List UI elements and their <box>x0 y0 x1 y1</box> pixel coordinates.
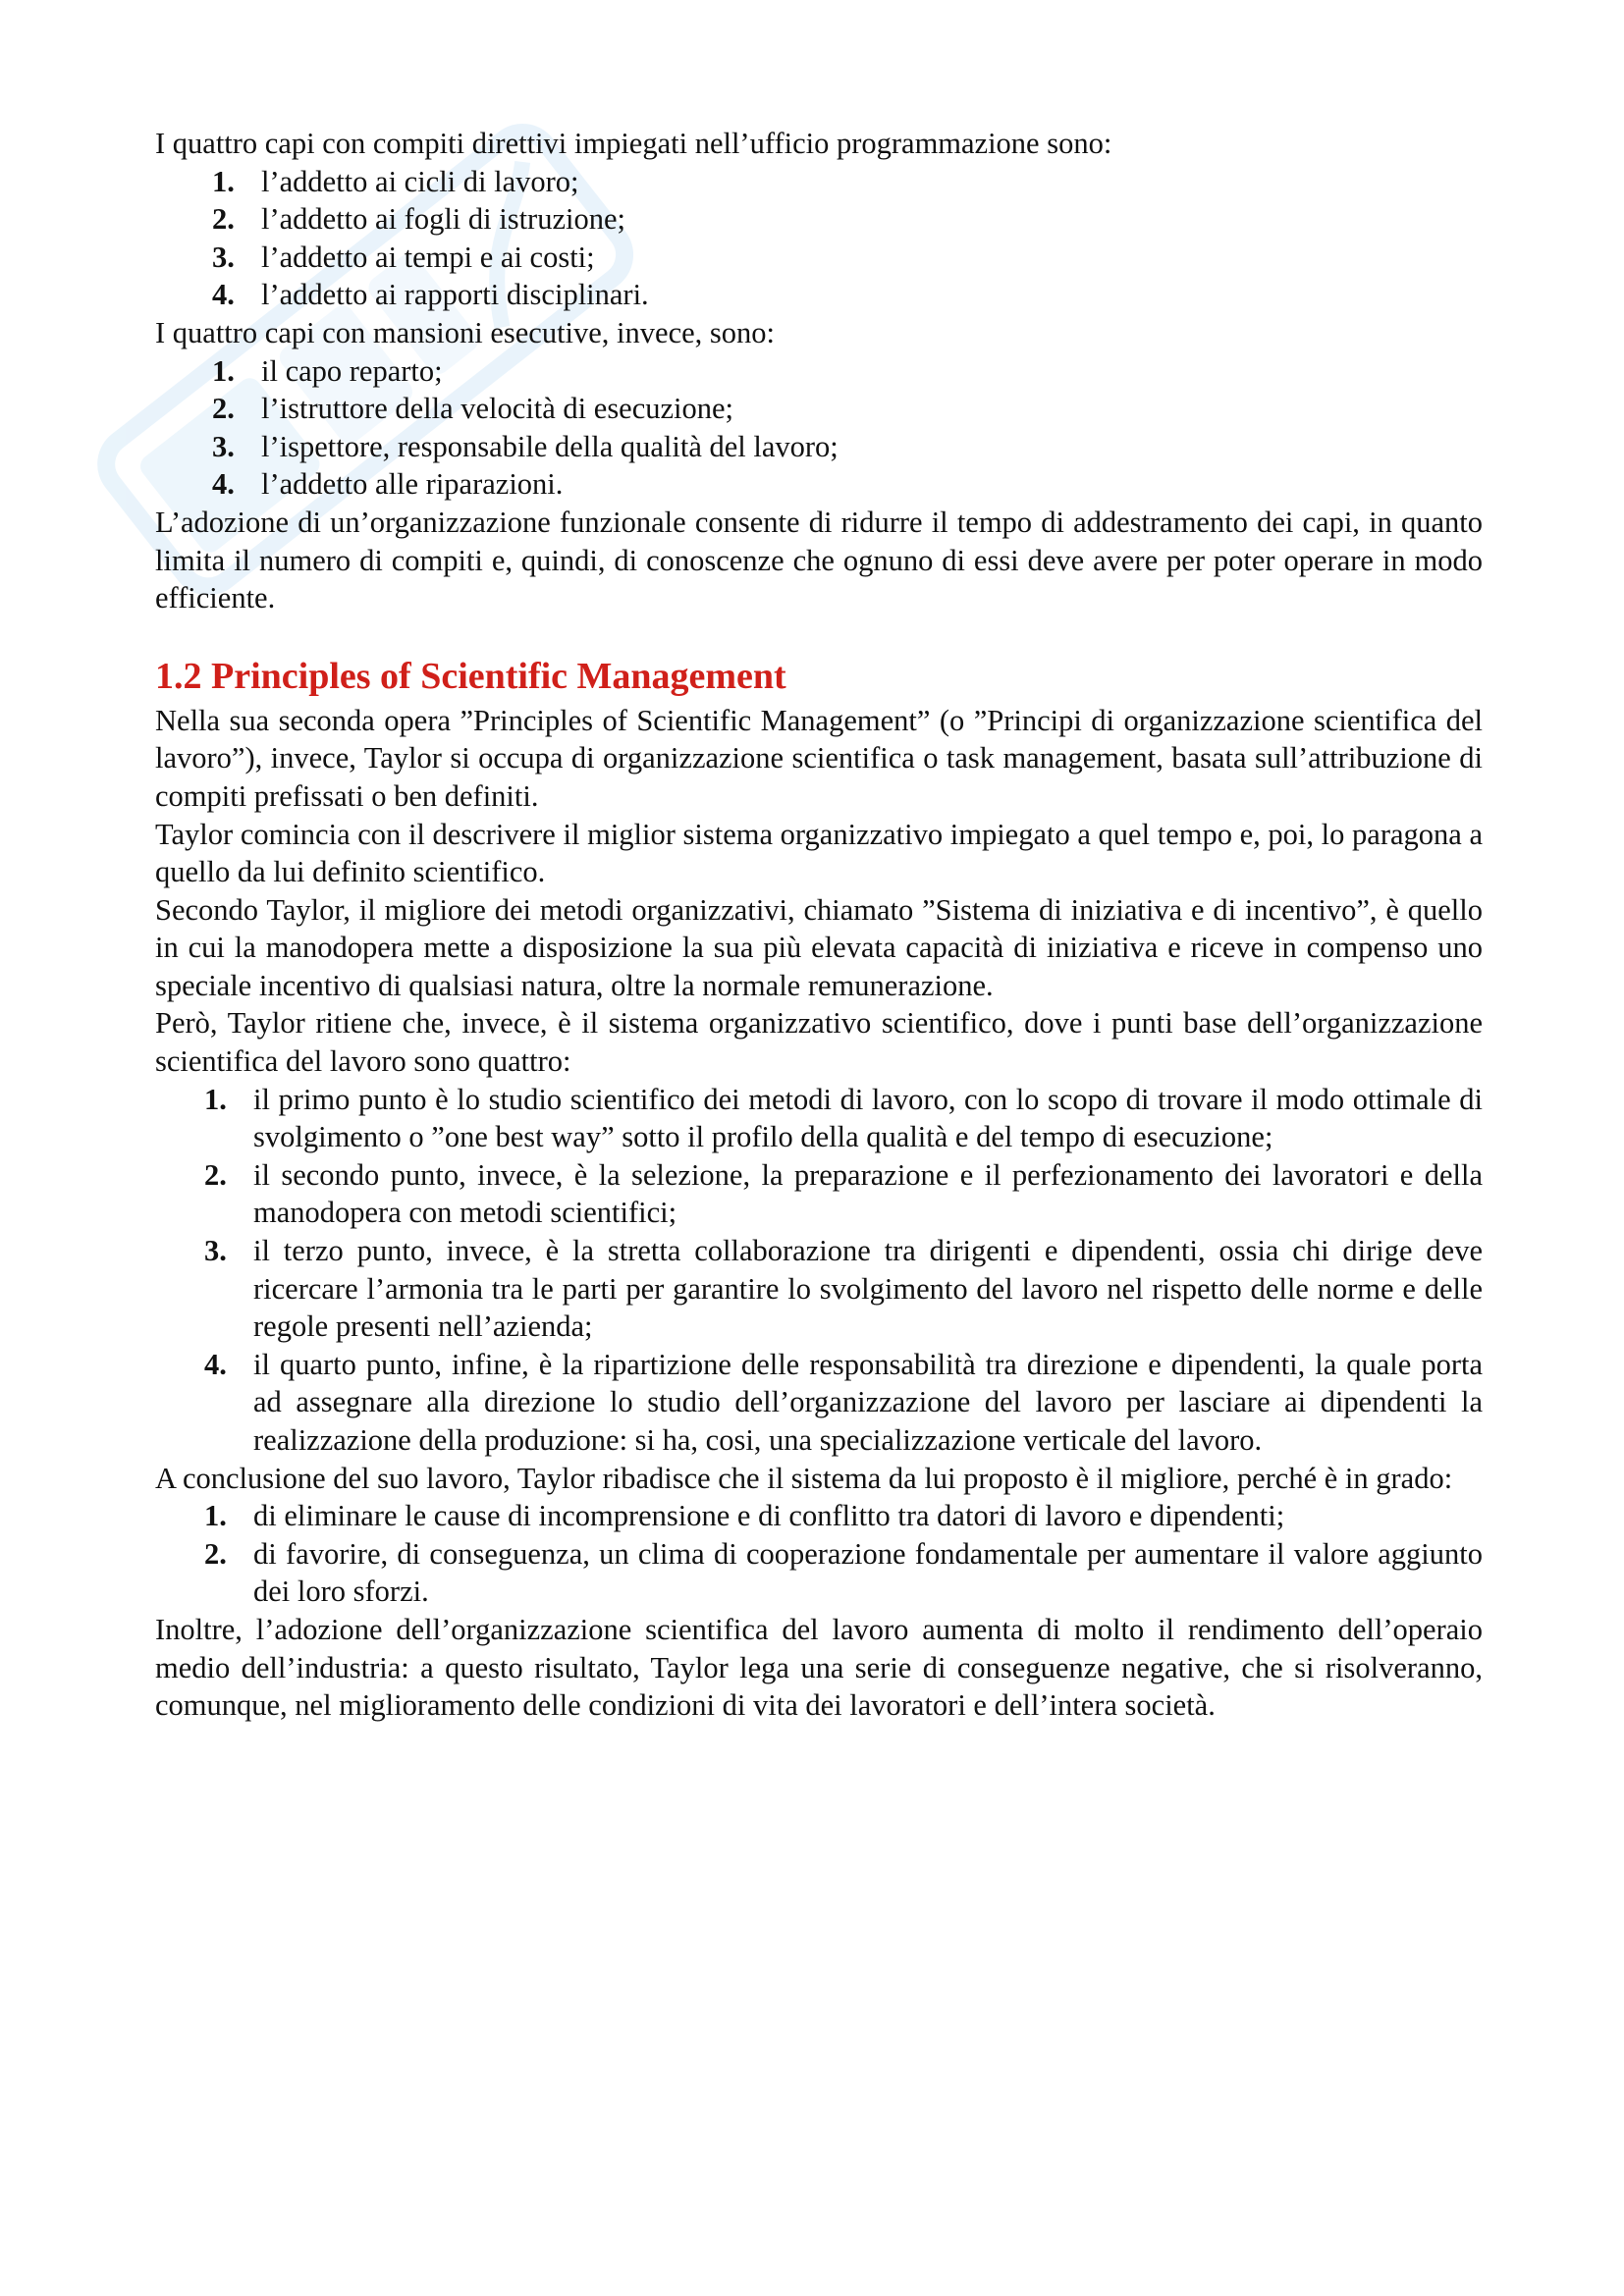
paragraph-principles: Nella sua seconda opera ”Principles of Scientific Management” (o ”Principi di organizzazione scientifica del lavoro”), invece, Taylor si occupa di organizzazione scientifica o task management, basata sull’attribuzione di compiti prefissati o ben definiti. <box>155 703 1483 813</box>
list-esecutive <box>155 352 1483 504</box>
list-item: 2. l’addetto ai fogli di istruzione; <box>212 202 625 237</box>
list-item: 3. il terzo punto, invece, è la stretta collaborazione tra dirigenti e dipendenti, ossia chi dirige deve ricercare l’armonia tra le parti per garantire lo svolgimento del lavoro nel rispetto delle norme e delle regole presenti nell’azienda; <box>204 1234 1483 1344</box>
list-direttivi <box>155 163 1483 314</box>
list-item: 4. l’addetto alle riparazioni. <box>212 467 564 502</box>
section-heading: 1.2 Principles of Scientific Management <box>155 655 786 697</box>
list-item: 2. il secondo punto, invece, è la selezione, la preparazione e il perfezionamento dei lavoratori e della manodopera con metodi scientifici; <box>204 1157 1483 1230</box>
list-item: 1. di eliminare le cause di incomprensione e di conflitto tra datori di lavoro e dipendenti; <box>204 1499 1285 1533</box>
list-item: 3. l’addetto ai tempi e ai costi; <box>212 240 595 274</box>
intro-direttivi: I quattro capi con compiti direttivi impiegati nell’ufficio programmazione sono: <box>155 127 1112 160</box>
list-item: 1. il primo punto è lo studio scientifico dei metodi di lavoro, con lo scopo di trovare il modo ottimale di svolgimento o ”one best way” sotto il profilo della qualità e del tempo di esecuzione; <box>204 1082 1483 1154</box>
list-item: 4. il quarto punto, infine, è la ripartizione delle responsabilità tra direzione e dipendenti, la quale porta ad assegnare alla direzione lo studio dell’organizzazione del lavoro per lasciare ai dipendenti la realizzazione della produzione: si ha, cosi, una specializzazione verticale del lavoro. <box>204 1347 1483 1457</box>
paragraph-funzionale: L’adozione di un’organizzazione funzionale consente di ridurre il tempo di addestramento dei capi, in quanto limita il numero di compiti e, quindi, di conoscenze che ognuno di essi deve avere per poter operare in modo efficiente. <box>155 505 1483 615</box>
paragraph-inoltre: Inoltre, l’adozione dell’organizzazione scientifica del lavoro aumenta di molto il rendimento dell’operaio medio dell’industria: a questo risultato, Taylor lega una serie di conseguenze negative, che si risolveranno, comunque, nel miglioramento delle condizioni di vita dei lavoratori e dell’intera società. <box>155 1612 1483 1723</box>
list-item: 2. l’istruttore della velocità di esecuzione; <box>212 392 734 426</box>
list-item: 2. di favorire, di conseguenza, un clima di cooperazione fondamentale per aumentare il valore aggiunto dei loro sforzi. <box>204 1536 1483 1609</box>
list-item: 1. l’addetto ai cicli di lavoro; <box>212 164 579 198</box>
paragraph-migliore: Secondo Taylor, il migliore dei metodi organizzativi, chiamato ”Sistema di iniziativa e di incentivo”, è quello in cui la manodopera mette a disposizione la sua più elevata capacità di iniziativa e riceve in compenso uno speciale incentivo di qualsiasi natura, oltre la normale remunerazione. <box>155 892 1483 1002</box>
list-item: 4. l’addetto ai rapporti disciplinari. <box>212 278 649 312</box>
paragraph-pero: Però, Taylor ritiene che, invece, è il sistema organizzativo scientifico, dove i punti base dell’organizzazione scientifica del lavoro sono quattro: <box>155 1006 1483 1079</box>
paragraph-descrivere: Taylor comincia con il descrivere il miglior sistema organizzativo impiegato a quel tempo e, poi, lo paragona a quello da lui definito scientifico. <box>155 817 1483 889</box>
document-page <box>155 125 1483 1725</box>
list-item: 3. l’ispettore, responsabile della qualità del lavoro; <box>212 429 839 463</box>
list-item: 1. il capo reparto; <box>212 353 443 388</box>
paragraph-conclusione: A conclusione del suo lavoro, Taylor ribadisce che il sistema da lui proposto è il migliore, perché è in grado: <box>155 1461 1453 1495</box>
list-conclusione <box>155 1497 1483 1611</box>
intro-esecutive: I quattro capi con mansioni esecutive, invece, sono: <box>155 315 775 349</box>
list-punti <box>155 1081 1483 1460</box>
